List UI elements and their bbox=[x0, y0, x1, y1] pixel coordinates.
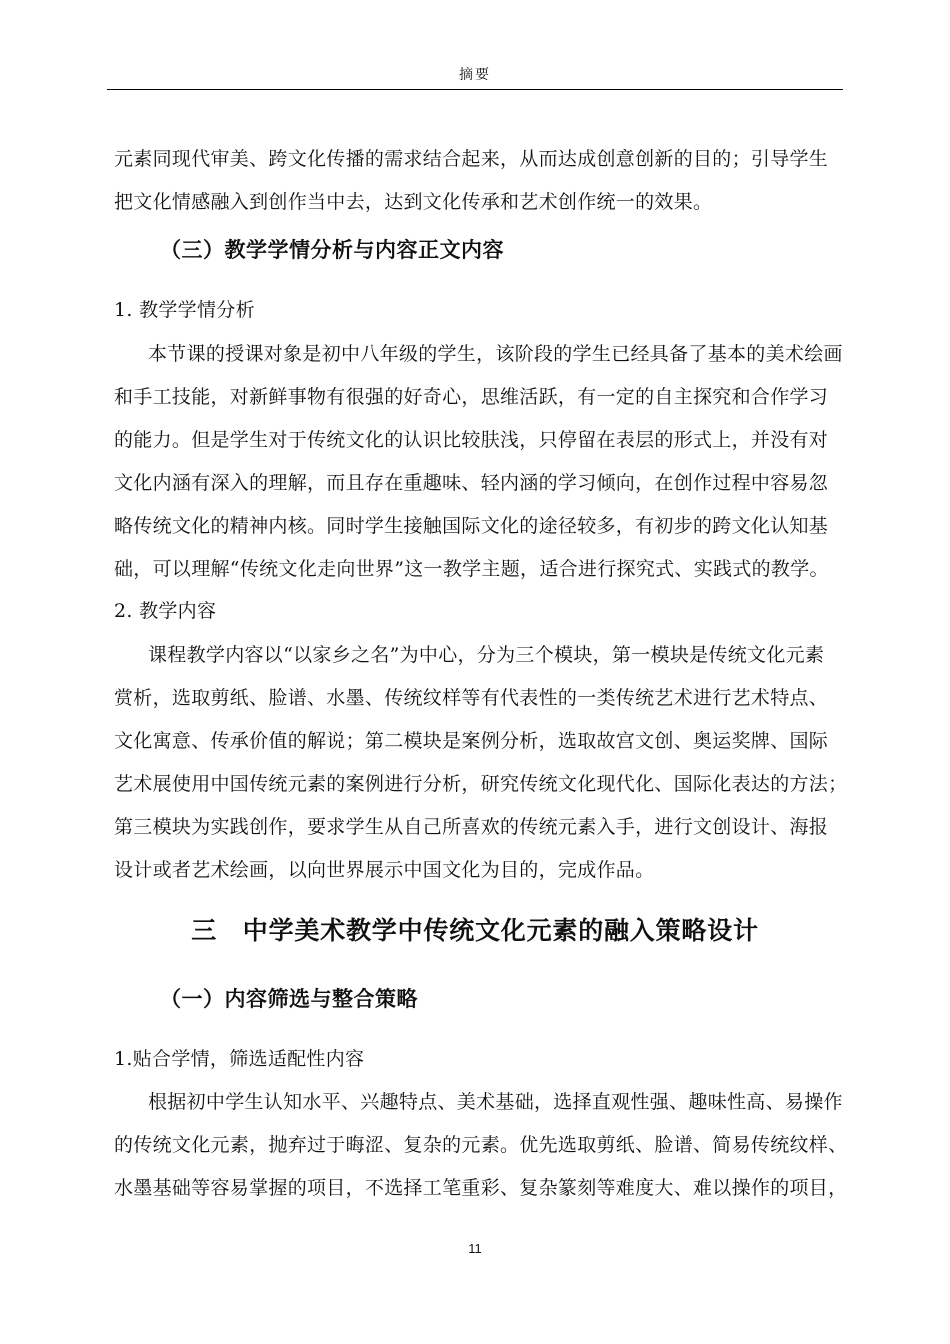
item-label: 1. 教学学情分析 bbox=[114, 299, 255, 321]
body-line: 的传统文化元素，抛弃过于晦涩、复杂的元素。优先选取剪纸、脸谱、简易传统纹样、 bbox=[114, 1134, 848, 1156]
body-line: 把文化情感融入到创作当中去，达到文化传承和艺术创作统一的效果。 bbox=[114, 191, 713, 213]
body-line: 文化内涵有深入的理解，而且存在重趣味、轻内涵的学习倾向，在创作过程中容易忽 bbox=[114, 472, 829, 494]
body-line: 设计或者艺术绘画，以向世界展示中国文化为目的，完成作品。 bbox=[114, 859, 655, 881]
body-line: 艺术展使用中国传统元素的案例进行分析，研究传统文化现代化、国际化表达的方法； bbox=[114, 773, 848, 795]
section-heading: （三）教学学情分析与内容正文内容 bbox=[160, 238, 504, 262]
page-number: 11 bbox=[468, 1241, 482, 1256]
body-line: 元素同现代审美、跨文化传播的需求结合起来，从而达成创意创新的目的；引导学生 bbox=[114, 148, 829, 170]
body-line: 赏析，选取剪纸、脸谱、水墨、传统纹样等有代表性的一类传统艺术进行艺术特点、 bbox=[114, 687, 829, 709]
body-line: 第三模块为实践创作，要求学生从自己所喜欢的传统元素入手，进行文创设计、海报 bbox=[114, 816, 829, 838]
running-header: 摘要 bbox=[459, 67, 491, 83]
body-line: 的能力。但是学生对于传统文化的认识比较肤浅，只停留在表层的形式上，并没有对 bbox=[114, 429, 829, 451]
body-line: 根据初中学生认知水平、兴趣特点、美术基础，选择直观性强、趣味性高、易操作 bbox=[148, 1091, 843, 1113]
item-label: 1.贴合学情，筛选适配性内容 bbox=[114, 1048, 365, 1070]
chapter-heading: 三 中学美术教学中传统文化元素的融入策略设计 bbox=[191, 916, 759, 945]
body-line: 本节课的授课对象是初中八年级的学生，该阶段的学生已经具备了基本的美术绘画 bbox=[148, 343, 843, 365]
body-line: 础，可以理解“传统文化走向世界”这一教学主题，适合进行探究式、实践式的教学。 bbox=[114, 558, 829, 580]
body-line: 和手工技能，对新鲜事物有很强的好奇心，思维活跃，有一定的自主探究和合作学习 bbox=[114, 386, 829, 408]
body-line: 水墨基础等容易掌握的项目，不选择工笔重彩、复杂篆刻等难度大、难以操作的项目， bbox=[114, 1177, 848, 1199]
section-heading: （一）内容筛选与整合策略 bbox=[160, 987, 418, 1011]
header-rule bbox=[107, 89, 843, 90]
body-line: 文化寓意、传承价值的解说；第二模块是案例分析，选取故宫文创、奥运奖牌、国际 bbox=[114, 730, 829, 752]
body-line: 略传统文化的精神内核。同时学生接触国际文化的途径较多，有初步的跨文化认知基 bbox=[114, 515, 829, 537]
item-label: 2. 教学内容 bbox=[114, 600, 217, 622]
body-line: 课程教学内容以“以家乡之名”为中心，分为三个模块，第一模块是传统文化元素 bbox=[148, 644, 825, 666]
